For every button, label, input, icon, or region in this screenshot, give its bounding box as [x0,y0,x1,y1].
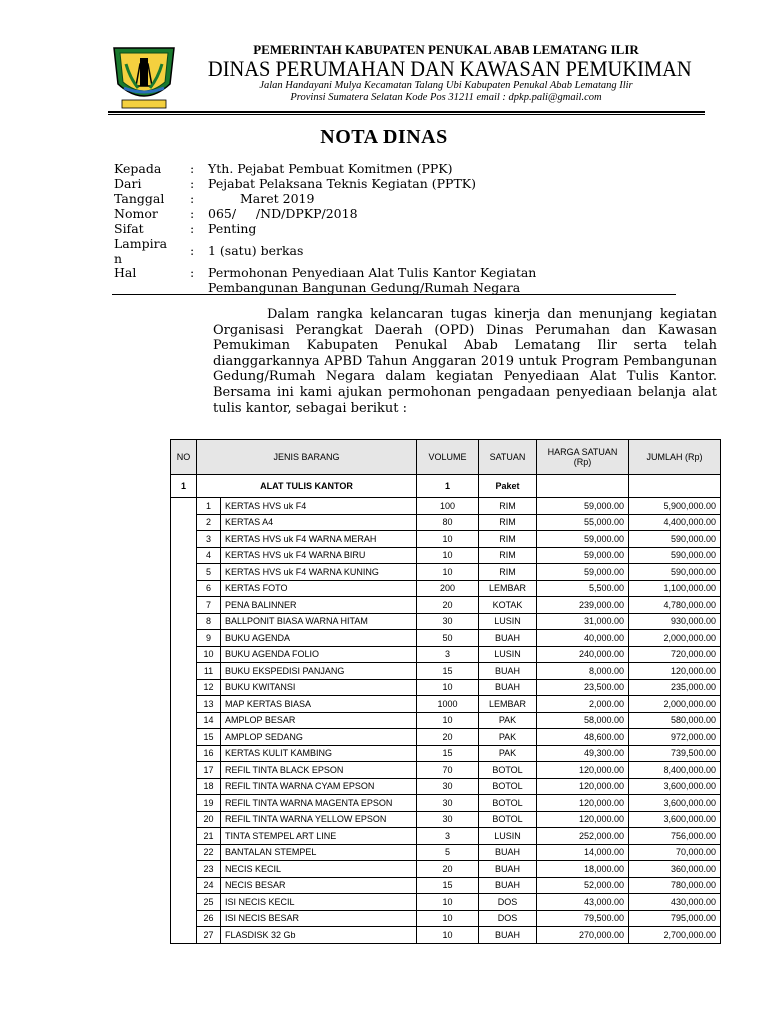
row-no: 4 [197,547,221,564]
row-satuan: DOS [479,910,537,927]
meta-value-line-1: Permohonan Penyediaan Alat Tulis Kantor Kegiatan [208,265,537,280]
row-harga: 58,000.00 [537,712,629,729]
row-volume: 1000 [417,696,479,713]
row-item-name: NECIS BESAR [221,877,417,894]
meta-label-part-2: n [114,250,123,266]
row-satuan: LUSIN [479,646,537,663]
row-no: 1 [197,498,221,515]
row-jumlah: 3,600,000.00 [629,778,721,795]
meta-value: 065/ /ND/DPKP/2018 [208,206,358,221]
row-harga: 55,000.00 [537,514,629,531]
item-table [170,439,721,944]
row-item-name: BUKU AGENDA FOLIO [221,646,417,663]
group-name: ALAT TULIS KANTOR [197,475,417,498]
group-volume: 1 [417,475,479,498]
regency-emblem-logo [108,44,180,110]
row-volume: 10 [417,531,479,548]
meta-label [114,237,178,266]
row-satuan: LEMBAR [479,580,537,597]
table-row [171,564,721,581]
row-jumlah: 795,000.00 [629,910,721,927]
row-no: 21 [197,828,221,845]
meta-value: Yth. Pejabat Pembuat Komitmen (PPK) [208,161,453,176]
header-satuan: SATUAN [479,440,537,475]
table-row [171,646,721,663]
row-no: 20 [197,811,221,828]
row-jumlah: 70,000.00 [629,844,721,861]
row-no: 6 [197,580,221,597]
table-row [171,894,721,911]
header-harga-satuan: HARGA SATUAN (Rp) [537,440,629,475]
row-no: 17 [197,762,221,779]
row-harga: 79,500.00 [537,910,629,927]
row-harga: 120,000.00 [537,762,629,779]
row-no: 16 [197,745,221,762]
row-item-name: FLASDISK 32 Gb [221,927,417,944]
row-volume: 15 [417,745,479,762]
row-harga: 59,000.00 [537,564,629,581]
row-volume: 10 [417,712,479,729]
row-jumlah: 360,000.00 [629,861,721,878]
row-item-name: PENA BALINNER [221,597,417,614]
row-jumlah: 580,000.00 [629,712,721,729]
row-satuan: BOTOL [479,795,537,812]
row-no: 14 [197,712,221,729]
row-harga: 239,000.00 [537,597,629,614]
row-no: 25 [197,894,221,911]
table-row [171,696,721,713]
meta-colon: : [190,206,195,221]
meta-colon: : [190,221,195,236]
row-jumlah: 739,500.00 [629,745,721,762]
row-harga: 18,000.00 [537,861,629,878]
row-item-name: ISI NECIS BESAR [221,910,417,927]
row-volume: 5 [417,844,479,861]
row-harga: 5,500.00 [537,580,629,597]
row-item-name: MAP KERTAS BIASA [221,696,417,713]
row-item-name: BALLPONIT BIASA WARNA HITAM [221,613,417,630]
agency-name: DINAS PERUMAHAN DAN KAWASAN PEMUKIMAN [207,56,692,81]
row-no: 2 [197,514,221,531]
row-no: 26 [197,910,221,927]
row-no: 5 [197,564,221,581]
row-no: 24 [197,877,221,894]
table-row [171,828,721,845]
row-volume: 10 [417,927,479,944]
row-harga: 120,000.00 [537,811,629,828]
row-no: 8 [197,613,221,630]
header-jumlah: JUMLAH (Rp) [629,440,721,475]
meta-divider [112,294,676,295]
table-row [171,844,721,861]
row-item-name: REFIL TINTA WARNA YELLOW EPSON [221,811,417,828]
row-item-name: KERTAS HVS uk F4 WARNA BIRU [221,547,417,564]
meta-colon: : [190,243,195,258]
group-jumlah [629,475,721,498]
government-heading: PEMERINTAH KABUPATEN PENUKAL ABAB LEMATANG ILIR [253,42,639,57]
row-harga: 2,000.00 [537,696,629,713]
row-item-name: REFIL TINTA BLACK EPSON [221,762,417,779]
row-jumlah: 235,000.00 [629,679,721,696]
row-volume: 10 [417,894,479,911]
row-item-name: BANTALAN STEMPEL [221,844,417,861]
row-item-name: KERTAS HVS uk F4 WARNA KUNING [221,564,417,581]
row-harga: 14,000.00 [537,844,629,861]
table-row [171,531,721,548]
row-satuan: PAK [479,729,537,746]
row-satuan: LEMBAR [479,696,537,713]
meta-value: Penting [208,221,257,236]
row-item-name: REFIL TINTA WARNA MAGENTA EPSON [221,795,417,812]
meta-colon: : [190,265,195,280]
body-paragraph: Dalam rangka kelancaran tugas kinerja dan menunjang kegiatan Organisasi Perangkat Daerah (OPD) Dinas Perumahan dan Kawasan Pemukiman Kabupaten Penukal Abab Lematang Ilir serta telah dianggarkannya APBD Tahun Anggaran 2019 untuk Program Pembangunan Gedung/Rumah Negara dalam kegiatan Penyediaan Alat Tulis Kantor. Bersama ini kami ajukan permohonan pengadaan penyediaan belanja alat tulis kantor, sebagai berikut : [213,307,717,416]
address-line-2: Provinsi Sumatera Selatan Kode Pos 31211 email : dpkp.pali@gmail.com [290,92,602,103]
row-volume: 15 [417,877,479,894]
row-volume: 3 [417,646,479,663]
row-item-name: KERTAS HVS uk F4 [221,498,417,515]
row-volume: 10 [417,564,479,581]
group-satuan: Paket [479,475,537,498]
row-jumlah: 120,000.00 [629,663,721,680]
row-satuan: BOTOL [479,762,537,779]
row-no: 10 [197,646,221,663]
row-no: 3 [197,531,221,548]
row-item-name: BUKU KWITANSI [221,679,417,696]
row-item-name: NECIS KECIL [221,861,417,878]
row-volume: 30 [417,811,479,828]
row-volume: 20 [417,729,479,746]
table-row [171,762,721,779]
meta-label-part-1: Lampira [114,236,168,251]
table-row [171,580,721,597]
table-header-row [171,440,721,475]
row-no: 9 [197,630,221,647]
table-row [171,745,721,762]
row-harga: 52,000.00 [537,877,629,894]
header-no: NO [171,440,197,475]
header-jenis-barang: JENIS BARANG [197,440,417,475]
row-jumlah: 3,600,000.00 [629,795,721,812]
group-row [171,475,721,498]
row-volume: 10 [417,679,479,696]
row-jumlah: 2,700,000.00 [629,927,721,944]
row-item-name: KERTAS A4 [221,514,417,531]
table-row [171,927,721,944]
row-satuan: BUAH [479,679,537,696]
meta-value: 1 (satu) berkas [208,243,304,258]
table-row [171,795,721,812]
row-satuan: PAK [479,712,537,729]
row-satuan: BUAH [479,861,537,878]
row-item-name: AMPLOP SEDANG [221,729,417,746]
row-satuan: BUAH [479,844,537,861]
row-no: 22 [197,844,221,861]
table-row [171,498,721,515]
meta-label: Dari [114,176,142,191]
table-row [171,712,721,729]
row-no: 15 [197,729,221,746]
document-title: NOTA DINAS [320,126,448,148]
row-satuan: BUAH [479,877,537,894]
group-no: 1 [171,475,197,498]
row-harga: 40,000.00 [537,630,629,647]
row-harga: 23,500.00 [537,679,629,696]
row-no: 12 [197,679,221,696]
table-row [171,630,721,647]
row-satuan: RIM [479,564,537,581]
meta-colon: : [190,191,195,206]
row-harga: 59,000.00 [537,547,629,564]
row-harga: 59,000.00 [537,531,629,548]
row-volume: 15 [417,663,479,680]
meta-label: Kepada [114,161,162,176]
table-row [171,811,721,828]
row-harga: 240,000.00 [537,646,629,663]
row-satuan: BUAH [479,663,537,680]
table-row [171,597,721,614]
row-harga: 59,000.00 [537,498,629,515]
table-row [171,729,721,746]
row-item-name: BUKU EKSPEDISI PANJANG [221,663,417,680]
row-harga: 270,000.00 [537,927,629,944]
row-item-name: AMPLOP BESAR [221,712,417,729]
meta-value: Pejabat Pelaksana Teknis Kegiatan (PPTK) [208,176,477,191]
row-jumlah: 1,100,000.00 [629,580,721,597]
meta-value: Maret 2019 [240,191,315,206]
letterhead-rule-thin [108,114,705,115]
table-row [171,547,721,564]
row-item-name: ISI NECIS KECIL [221,894,417,911]
row-no: 27 [197,927,221,944]
row-satuan: DOS [479,894,537,911]
table-row [171,613,721,630]
row-jumlah: 590,000.00 [629,547,721,564]
row-jumlah: 2,000,000.00 [629,696,721,713]
row-jumlah: 4,400,000.00 [629,514,721,531]
row-volume: 3 [417,828,479,845]
row-jumlah: 930,000.00 [629,613,721,630]
row-item-name: REFIL TINTA WARNA CYAM EPSON [221,778,417,795]
row-harga: 252,000.00 [537,828,629,845]
row-jumlah: 590,000.00 [629,564,721,581]
row-satuan: RIM [479,498,537,515]
meta-colon: : [190,176,195,191]
row-item-name: KERTAS KULIT KAMBING [221,745,417,762]
row-volume: 30 [417,795,479,812]
row-satuan: RIM [479,531,537,548]
row-harga: 43,000.00 [537,894,629,911]
row-harga: 31,000.00 [537,613,629,630]
table-row [171,778,721,795]
row-satuan: LUSIN [479,828,537,845]
table-row [171,514,721,531]
row-jumlah: 2,000,000.00 [629,630,721,647]
row-satuan: RIM [479,547,537,564]
meta-colon: : [190,161,195,176]
row-harga: 120,000.00 [537,795,629,812]
row-volume: 50 [417,630,479,647]
row-volume: 70 [417,762,479,779]
row-jumlah: 3,600,000.00 [629,811,721,828]
row-spacer [171,498,197,944]
row-no: 13 [197,696,221,713]
meta-value [208,266,536,295]
row-satuan: BOTOL [479,778,537,795]
table-row [171,663,721,680]
agency-address [190,80,702,104]
row-jumlah: 590,000.00 [629,531,721,548]
row-jumlah: 780,000.00 [629,877,721,894]
row-harga: 8,000.00 [537,663,629,680]
row-no: 23 [197,861,221,878]
row-no: 19 [197,795,221,812]
row-jumlah: 5,900,000.00 [629,498,721,515]
row-item-name: TINTA STEMPEL ART LINE [221,828,417,845]
row-volume: 100 [417,498,479,515]
row-harga: 120,000.00 [537,778,629,795]
row-jumlah: 430,000.00 [629,894,721,911]
row-volume: 30 [417,613,479,630]
table-row [171,910,721,927]
meta-label: Nomor [114,206,158,221]
row-satuan: BOTOL [479,811,537,828]
table-row [171,877,721,894]
row-jumlah: 8,400,000.00 [629,762,721,779]
row-jumlah: 4,780,000.00 [629,597,721,614]
table-row [171,861,721,878]
row-jumlah: 972,000.00 [629,729,721,746]
row-volume: 10 [417,910,479,927]
row-item-name: KERTAS FOTO [221,580,417,597]
address-line-1: Jalan Handayani Mulya Kecamatan Talang Ubi Kabupaten Penukal Abab Lematang Ilir [259,80,633,91]
row-no: 11 [197,663,221,680]
row-volume: 80 [417,514,479,531]
row-satuan: LUSIN [479,613,537,630]
row-satuan: KOTAK [479,597,537,614]
row-satuan: BUAH [479,630,537,647]
row-volume: 20 [417,861,479,878]
row-satuan: BUAH [479,927,537,944]
row-jumlah: 756,000.00 [629,828,721,845]
meta-value-line-2: Pembangunan Bangunan Gedung/Rumah Negara [208,279,521,295]
row-satuan: PAK [479,745,537,762]
row-satuan: RIM [479,514,537,531]
row-harga: 48,600.00 [537,729,629,746]
row-volume: 200 [417,580,479,597]
group-harga [537,475,629,498]
row-volume: 30 [417,778,479,795]
row-item-name: KERTAS HVS uk F4 WARNA MERAH [221,531,417,548]
row-jumlah: 720,000.00 [629,646,721,663]
table-row [171,679,721,696]
row-no: 7 [197,597,221,614]
row-volume: 10 [417,547,479,564]
header-volume: VOLUME [417,440,479,475]
row-volume: 20 [417,597,479,614]
row-no: 18 [197,778,221,795]
row-harga: 49,300.00 [537,745,629,762]
row-item-name: BUKU AGENDA [221,630,417,647]
meta-label: Hal [114,265,137,280]
meta-label: Sifat [114,221,144,236]
letterhead-rule-thick [108,111,705,113]
meta-label: Tanggal [114,191,165,206]
